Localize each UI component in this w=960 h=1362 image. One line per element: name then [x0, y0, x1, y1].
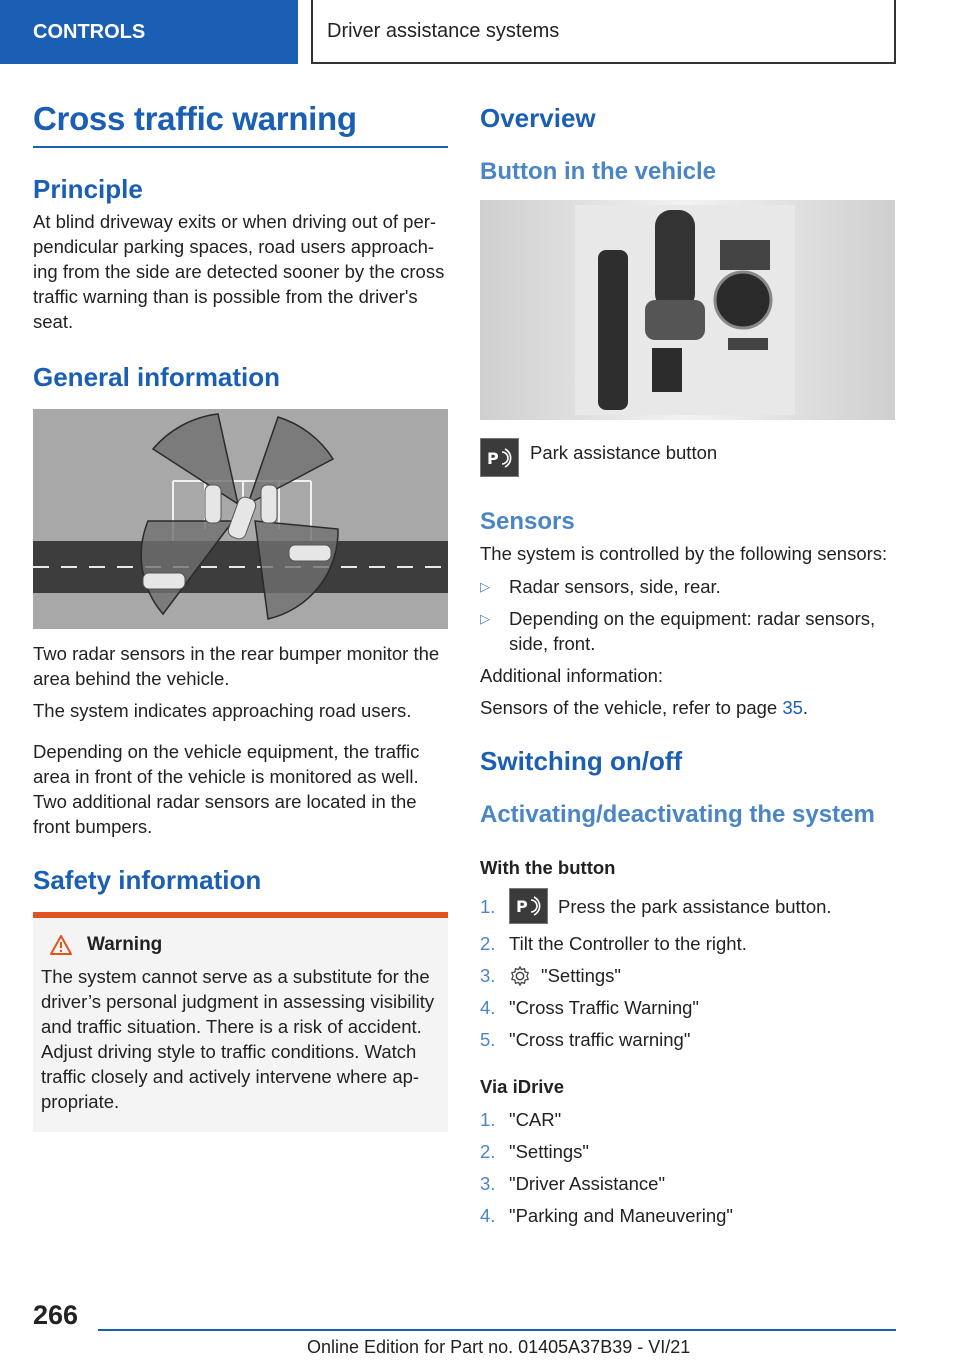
park-assist-icon — [509, 888, 548, 924]
step-number: 5. — [480, 1029, 496, 1050]
list-item-text: Depending on the equipment: radar sensors, side, front. — [509, 608, 876, 654]
svg-text:P: P — [515, 897, 528, 916]
reference-end: . — [802, 697, 809, 718]
step-text: "CAR" — [509, 1109, 562, 1130]
switching-heading: Switching on/off — [480, 746, 683, 776]
warning-title-text: Warning — [87, 934, 163, 955]
general-info-heading: General information — [33, 362, 281, 392]
list-item — [480, 931, 895, 956]
general-p3: Depending on the vehicle equipment, the traffic area in front of the vehicle is monitored as well. Two additional radar sensors are located in the front bumpers. — [33, 741, 420, 837]
step-number: 4. — [480, 1205, 496, 1226]
list-item — [480, 963, 895, 988]
principle-text: At blind driveway exits or when driving out of perpendicular parking spaces, road users approaching from the side are detected sooner by the cross traffic warning than is possible from the driver's seat. — [33, 211, 445, 332]
park-button-caption: Park assistance button — [530, 442, 718, 463]
warning-text: The system cannot serve as a substitute for the driver’s personal judgment in assessing visibility and traffic situation. There is a risk of accident. Adjust driving style to traffic conditions. Watch traffic closely and actively intervene where appropriate. — [41, 966, 435, 1112]
sensors-intro: The system is controlled by the following sensors: — [480, 543, 888, 564]
via-idrive-label: Via iDrive — [480, 1076, 564, 1097]
step-number: 1. — [480, 1109, 496, 1130]
cross-traffic-diagram — [33, 409, 448, 629]
edition-text: Online Edition for Part no. 01405A37B39 - VI/21 — [307, 1337, 691, 1357]
gear-icon — [509, 965, 531, 987]
list-item-text: Radar sensors, side, rear. — [509, 576, 721, 597]
reference-text: Sensors of the vehicle, refer to page — [480, 697, 783, 718]
sensors-list — [480, 574, 895, 656]
step-number: 2. — [480, 1141, 496, 1162]
warning-box — [33, 912, 448, 1132]
list-item — [480, 1107, 895, 1132]
activating-heading: Activating/deactivating the system — [480, 801, 875, 828]
list-item — [480, 995, 895, 1020]
step-number: 3. — [480, 965, 496, 986]
with-button-steps — [480, 888, 895, 1052]
footer-divider — [98, 1329, 896, 1331]
park-button-caption-row — [480, 438, 895, 477]
step-text: "Driver Assistance" — [509, 1173, 666, 1194]
step-number: 3. — [480, 1173, 496, 1194]
section-tab — [0, 0, 298, 64]
page-reference-link[interactable]: 35 — [782, 697, 803, 718]
sensors-reference — [480, 695, 895, 720]
general-p1: Two radar sensors in the rear bumper monitor the area behind the vehicle. — [33, 643, 440, 689]
step-text: "Cross traffic warning" — [509, 1029, 691, 1050]
sensors-heading: Sensors — [480, 508, 575, 535]
step-text: "Parking and Maneuvering" — [509, 1205, 733, 1226]
list-item: ▷ Radar sensors, side, rear. — [480, 576, 721, 597]
chapter-label: Driver assistance systems — [327, 19, 560, 42]
overview-heading: Overview — [480, 103, 596, 133]
principle-heading: Principle — [33, 174, 143, 204]
step-text: "Settings" — [541, 965, 621, 986]
step-number: 1. — [480, 895, 496, 917]
list-item — [480, 888, 895, 924]
section-label: CONTROLS — [33, 20, 146, 43]
via-idrive-steps — [480, 1107, 895, 1228]
safety-heading: Safety information — [33, 865, 262, 895]
park-assist-icon — [480, 438, 519, 477]
step-text: Tilt the Controller to the right. — [509, 933, 747, 954]
cross-traffic-illustration — [33, 409, 448, 629]
warning-triangle-icon — [49, 934, 73, 956]
list-item: ▷ Depending on the equipment: radar sensors, side, front. — [480, 608, 876, 654]
general-p2: The system indicates approaching road users. — [33, 700, 412, 721]
center-console-photo — [480, 200, 895, 420]
additional-info-label: Additional information: — [480, 665, 664, 686]
svg-text:P: P — [486, 448, 499, 468]
button-heading: Button in the vehicle — [480, 158, 717, 185]
park-assist-glyph-icon — [515, 894, 543, 918]
list-item — [480, 1139, 895, 1164]
right-column — [480, 103, 895, 1235]
left-column — [33, 100, 448, 1132]
list-item — [480, 1027, 895, 1052]
step-text: "Settings" — [509, 1141, 589, 1162]
park-assist-glyph-icon — [486, 446, 514, 470]
step-text: "Cross Traffic Warning" — [509, 997, 699, 1018]
warning-title — [41, 934, 440, 956]
list-item — [480, 1203, 895, 1228]
with-button-label: With the button — [480, 857, 616, 878]
page-title: Cross traffic warning — [33, 100, 448, 148]
page-number: 266 — [33, 1300, 79, 1330]
list-item — [480, 1171, 895, 1196]
step-number: 2. — [480, 933, 496, 954]
step-text: Press the park assistance button. — [558, 895, 832, 917]
console-illustration — [480, 200, 895, 420]
step-number: 4. — [480, 997, 496, 1018]
chapter-tab — [311, 0, 896, 64]
